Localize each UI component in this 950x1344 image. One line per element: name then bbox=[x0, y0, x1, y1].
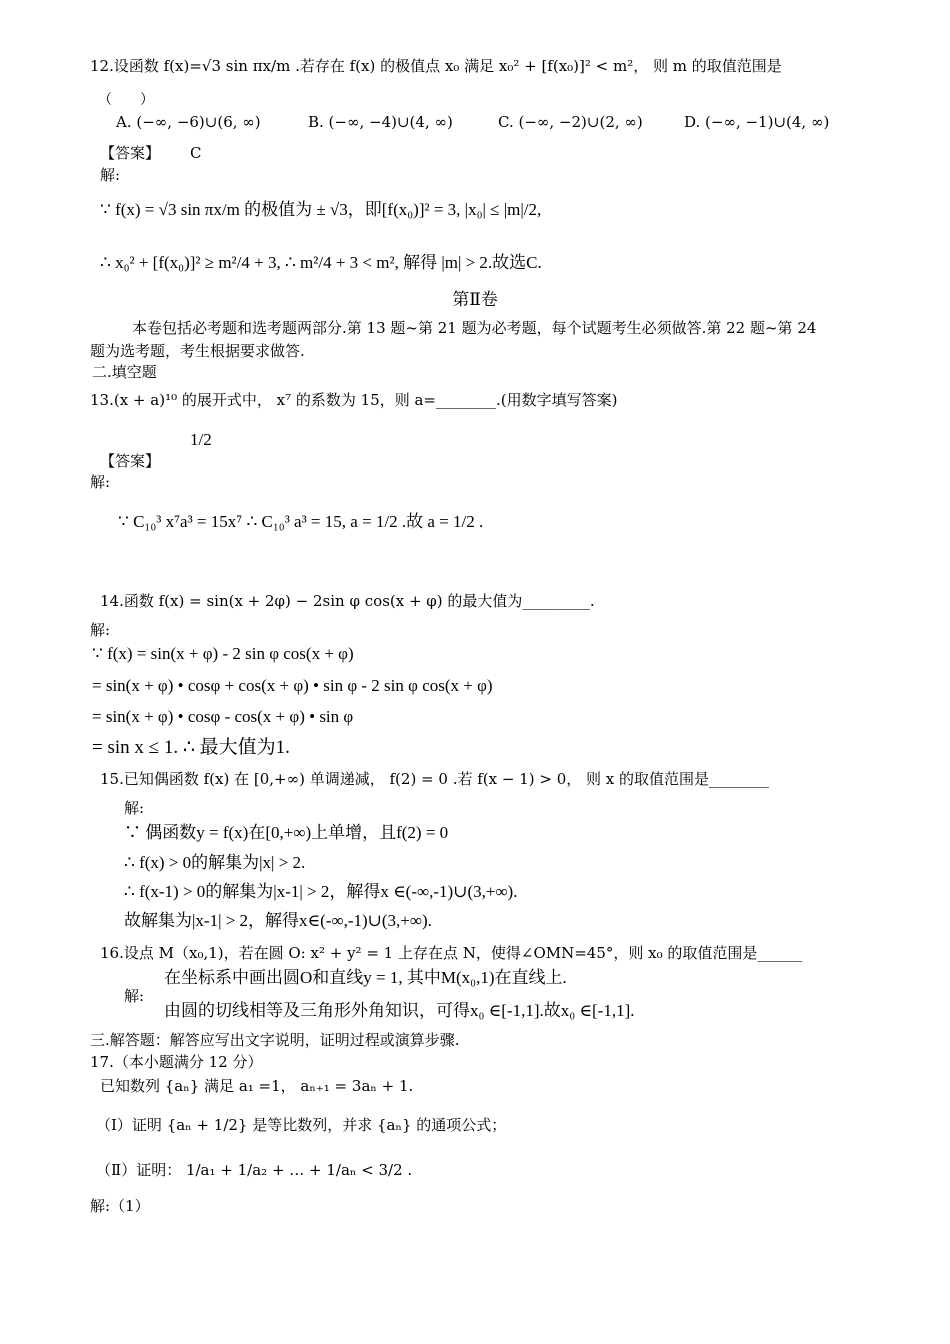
q15-solution-line-3: ∴ f(x-1) > 0的解集为|x-1| > 2，解得x ∈(-∞,-1)∪(3,+∞). bbox=[124, 882, 518, 901]
q17-part-2: （Ⅱ）证明： 1/a₁ + 1/a₂ + … + 1/aₙ < 3/2 . bbox=[96, 1161, 413, 1179]
q13-answer-label: 【答案】 bbox=[100, 452, 161, 470]
q12-option-a: A. (−∞, −6)∪(6, ∞) bbox=[116, 113, 261, 131]
q13-solution-label: 解: bbox=[90, 473, 111, 491]
part2-intro-line-1: 本卷包括必考题和选考题两部分.第 13 题~第 21 题为必考题，每个试题考生必须做答.第 22 题~第 24 bbox=[132, 319, 817, 337]
q17-solution-label: 解:（1） bbox=[90, 1197, 150, 1215]
q13-solution: ∵ C₁₀³ x⁷a³ = 15x⁷ ∴ C₁₀³ a³ = 15, a = 1/2 .故 a = 1/2 . bbox=[118, 512, 484, 531]
q16-solution-line-1: 在坐标系中画出圆O和直线y = 1, 其中M(x₀,1)在直线上. bbox=[164, 968, 567, 987]
q12-paren: （ ） bbox=[98, 92, 154, 108]
q12-option-d: D. (−∞, −1)∪(4, ∞) bbox=[684, 113, 830, 131]
q15-solution-label: 解: bbox=[124, 799, 145, 817]
q15-solution-line-1: ∵ 偶函数y = f(x)在[0,+∞)上单增，且f(2) = 0 bbox=[124, 823, 449, 842]
q12-solution-line-1: ∵ f(x) = √3 sin πx/m 的极值为 ± √3，即[f(x₀)]² = 3, |x₀| ≤ |m|/2, bbox=[100, 200, 542, 219]
q12-answer: C bbox=[190, 144, 202, 162]
q13-answer-value: 1/2 bbox=[190, 430, 212, 449]
part2-intro-line-2: 题为选考题，考生根据要求做答. bbox=[90, 342, 305, 360]
q15-stem: 15.已知偶函数 f(x) 在 [0,+∞) 单调递减， f(2) = 0 .若 f(x − 1) > 0， 则 x 的取值范围是________ bbox=[100, 770, 770, 788]
q13-stem: 13.(x + a)¹⁰ 的展开式中， x⁷ 的系数为 15，则 a=________.(用数字填写答案) bbox=[90, 391, 618, 409]
q14-solution-line-1: ∵ f(x) = sin(x + φ) - 2 sin φ cos(x + φ) bbox=[92, 644, 354, 663]
q14-solution-line-2: = sin(x + φ) • cosφ + cos(x + φ) • sin φ - 2 sin φ cos(x + φ) bbox=[92, 676, 493, 695]
q15-solution-line-2: ∴ f(x) > 0的解集为|x| > 2. bbox=[124, 853, 306, 872]
q12-option-c: C. (−∞, −2)∪(2, ∞) bbox=[498, 113, 643, 131]
q12-answer-label: 【答案】 bbox=[100, 144, 161, 162]
q17-given: 已知数列 {aₙ} 满足 a₁ =1， aₙ₊₁ = 3aₙ + 1. bbox=[100, 1077, 414, 1095]
q16-solution-label: 解: bbox=[124, 987, 145, 1005]
q14-solution-line-4: = sin x ≤ 1. ∴ 最大值为1. bbox=[92, 737, 290, 758]
section-fill-in: 二.填空题 bbox=[92, 363, 157, 381]
q14-solution-label: 解: bbox=[90, 621, 111, 639]
q15-solution-line-4: 故解集为|x-1| > 2，解得x∈(-∞,-1)∪(3,+∞). bbox=[124, 911, 432, 930]
q12-solution-label: 解: bbox=[100, 166, 121, 184]
q17-part-1: （Ⅰ）证明 {aₙ + 1/2} 是等比数列，并求 {aₙ} 的通项公式； bbox=[96, 1116, 507, 1134]
q17-title: 17.（本小题满分 12 分） bbox=[90, 1053, 263, 1071]
q14-stem: 14.函数 f(x) = sin(x + 2φ) − 2sin φ cos(x + φ) 的最大值为_________. bbox=[100, 592, 595, 610]
part2-title: 第Ⅱ卷 bbox=[452, 290, 498, 310]
q16-stem: 16.设点 M（x₀,1)，若在圆 O: x² + y² = 1 上存在点 N，使得∠OMN=45°，则 x₀ 的取值范围是______ bbox=[100, 944, 803, 962]
q12-option-b: B. (−∞, −4)∪(4, ∞) bbox=[308, 113, 453, 131]
q12-stem: 12.设函数 f(x)=√3 sin πx/m .若存在 f(x) 的极值点 x₀ 满足 x₀² + [f(x₀)]² < m²， 则 m 的取值范围是 bbox=[90, 57, 782, 75]
q14-solution-line-3: = sin(x + φ) • cosφ - cos(x + φ) • sin φ bbox=[92, 707, 354, 726]
q12-solution-line-2: ∴ x₀² + [f(x₀)]² ≥ m²/4 + 3, ∴ m²/4 + 3 < m², 解得 |m| > 2.故选C. bbox=[100, 253, 542, 272]
section-solve: 三.解答题：解答应写出文字说明，证明过程或演算步骤. bbox=[90, 1031, 460, 1049]
q16-solution-line-2: 由圆的切线相等及三角形外角知识，可得x₀ ∈[-1,1].故x₀ ∈[-1,1]. bbox=[164, 1001, 635, 1020]
